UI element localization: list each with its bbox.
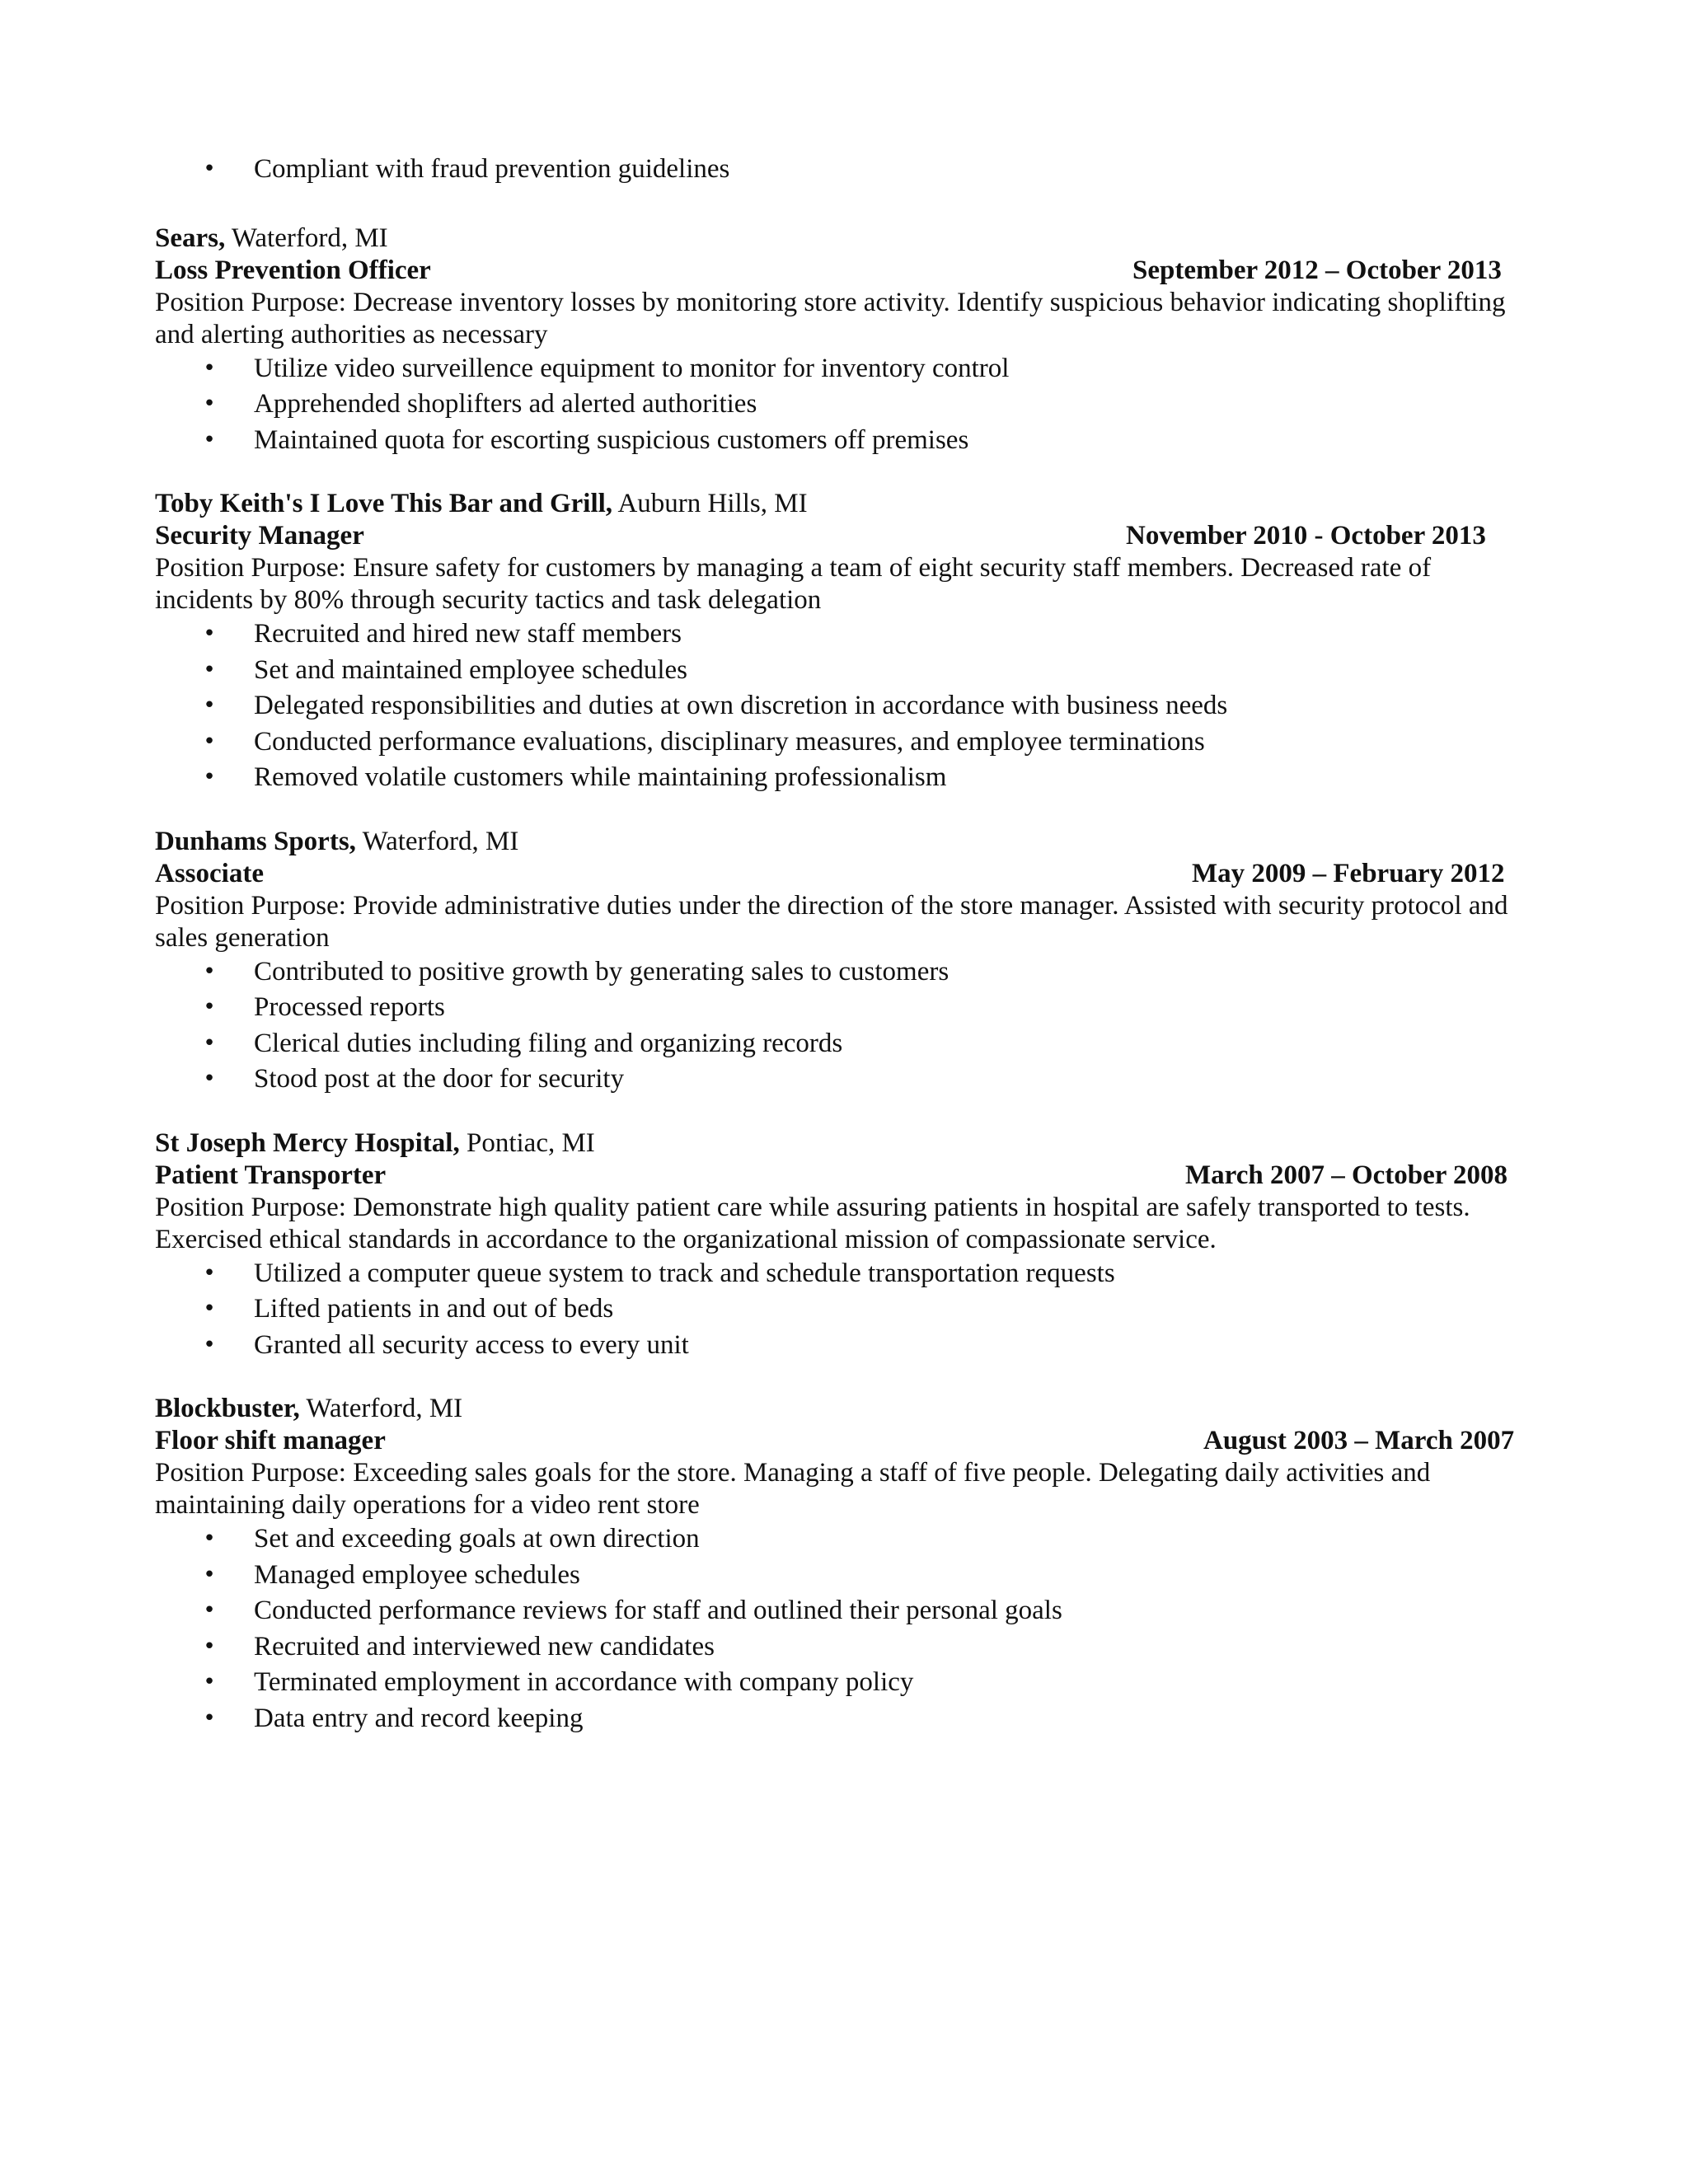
bullet-list	[155, 351, 1523, 459]
bullet-text: Data entry and record keeping	[254, 1703, 584, 1733]
list-item	[155, 990, 1523, 1026]
carryover-bullet-list	[155, 152, 1523, 188]
job-entry-toby-keiths	[155, 488, 1523, 796]
job-entry-dunhams	[155, 826, 1523, 1098]
bullet-icon: •	[203, 1526, 216, 1551]
company-name: Blockbuster,	[155, 1394, 300, 1423]
list-item	[155, 1593, 1523, 1629]
bullet-list	[155, 616, 1523, 796]
position-purpose: Position Purpose: Ensure safety for customers by managing a team of eight security staff members. Decreased rate of incidents by 80% through security tactics and task delegation	[155, 553, 1432, 615]
bullet-text: Recruited and interviewed new candidates	[254, 1631, 715, 1661]
bullet-text: Utilized a computer queue system to track and schedule transportation requests	[254, 1258, 1115, 1288]
bullet-text: Maintained quota for escorting suspicious customers off premises	[254, 424, 969, 455]
bullet-icon: •	[203, 621, 216, 646]
bullet-icon: •	[203, 1633, 216, 1659]
company-line	[155, 488, 1523, 520]
job-title: Patient Transporter	[155, 1160, 387, 1190]
job-entry-blockbuster	[155, 1393, 1523, 1736]
bullet-icon: •	[203, 1332, 216, 1357]
list-item	[155, 1026, 1523, 1062]
bullet-icon: •	[203, 1066, 216, 1091]
bullet-text: Clerical duties including filing and organizing records	[254, 1028, 843, 1058]
list-item	[155, 1328, 1523, 1364]
bullet-icon: •	[203, 995, 216, 1019]
bullet-icon: •	[203, 1296, 216, 1321]
company-location: Waterford, MI	[299, 1394, 463, 1423]
job-title: Associate	[155, 858, 264, 888]
list-item	[155, 152, 1523, 188]
position-purpose: Position Purpose: Provide administrative duties under the direction of the store manager. Assisted with security protocol and sales generation	[155, 890, 1508, 953]
bullet-list	[155, 1256, 1523, 1364]
bullet-list	[155, 1521, 1523, 1736]
bullet-text: Contributed to positive growth by generating sales to customers	[254, 956, 950, 987]
bullet-icon: •	[203, 1598, 216, 1623]
list-item	[155, 1665, 1523, 1701]
bullet-text: Set and maintained employee schedules	[254, 654, 688, 685]
bullet-icon: •	[203, 657, 216, 682]
list-item	[155, 954, 1523, 991]
bullet-text: Set and exceeding goals at own direction	[254, 1524, 700, 1554]
list-item	[155, 1629, 1523, 1666]
company-line	[155, 1127, 1523, 1160]
bullet-text: Delegated responsibilities and duties at own discretion in accordance with business needs	[254, 691, 1228, 720]
bullet-icon: •	[203, 1562, 216, 1587]
bullet-icon: •	[203, 157, 216, 181]
list-item	[155, 760, 1523, 796]
bullet-text: Stood post at the door for security	[254, 1064, 625, 1094]
resume-page	[155, 152, 1523, 1736]
bullet-text: Managed employee schedules	[254, 1559, 580, 1590]
job-title: Floor shift manager	[155, 1426, 386, 1455]
list-item	[155, 351, 1523, 387]
job-dates: November 2010 - October 2013	[1126, 521, 1486, 551]
list-item	[155, 1256, 1523, 1292]
job-dates: August 2003 – March 2007	[1203, 1426, 1515, 1455]
company-line	[155, 223, 1523, 255]
position-purpose: Position Purpose: Exceeding sales goals for the store. Managing a staff of five people. Delegating daily activities and maintaining daily operations for a video rent store	[155, 1458, 1431, 1520]
job-dates: March 2007 – October 2008	[1185, 1160, 1508, 1190]
bullet-text: Lifted patients in and out of beds	[254, 1294, 614, 1324]
job-entry-st-joseph-mercy	[155, 1127, 1523, 1364]
bullet-text: Recruited and hired new staff members	[254, 619, 682, 649]
list-item	[155, 387, 1523, 423]
company-location: Waterford, MI	[355, 826, 519, 856]
bullet-list	[155, 954, 1523, 1098]
list-item	[155, 688, 1523, 724]
bullet-icon: •	[203, 1030, 216, 1056]
bullet-text: Conducted performance reviews for staff and outlined their personal goals	[254, 1596, 1062, 1625]
company-location: Waterford, MI	[225, 223, 388, 253]
bullet-icon: •	[203, 765, 216, 790]
list-item	[155, 653, 1523, 689]
bullet-icon: •	[203, 693, 216, 718]
list-item	[155, 616, 1523, 653]
list-item	[155, 1291, 1523, 1328]
bullet-text: Terminated employment in accordance with company policy	[254, 1667, 914, 1697]
bullet-text: Compliant with fraud prevention guidelines	[254, 154, 730, 184]
list-item	[155, 1701, 1523, 1737]
title-line	[155, 858, 1523, 890]
position-purpose: Position Purpose: Decrease inventory losses by monitoring store activity. Identify suspicious behavior indicating shoplifting and alerting authorities as necessary	[155, 287, 1506, 349]
bullet-text: Utilize video surveillence equipment to monitor for inventory control	[254, 353, 1010, 383]
list-item	[155, 1558, 1523, 1594]
position-purpose: Position Purpose: Demonstrate high quality patient care while assuring patients in hospital are safely transported to tests. Exercised ethical standards in accordance to the organizational mission of compassionate service.	[155, 1192, 1470, 1254]
list-item	[155, 1521, 1523, 1558]
bullet-icon: •	[203, 355, 216, 381]
title-line	[155, 520, 1523, 552]
title-line	[155, 1160, 1523, 1192]
company-line	[155, 826, 1523, 858]
title-line	[155, 1425, 1523, 1457]
company-line	[155, 1393, 1523, 1425]
list-item	[155, 423, 1523, 459]
list-item	[155, 1062, 1523, 1098]
bullet-text: Processed reports	[254, 992, 445, 1022]
bullet-icon: •	[203, 729, 216, 754]
company-name: Toby Keith's I Love This Bar and Grill,	[155, 489, 613, 518]
job-title: Loss Prevention Officer	[155, 255, 431, 285]
bullet-text: Apprehended shoplifters ad alerted authorities	[254, 389, 757, 419]
title-line	[155, 255, 1523, 287]
bullet-icon: •	[203, 1670, 216, 1694]
job-dates: May 2009 – February 2012	[1192, 858, 1505, 888]
bullet-icon: •	[203, 1705, 216, 1731]
company-location: Pontiac, MI	[459, 1127, 595, 1158]
list-item	[155, 724, 1523, 761]
job-dates: September 2012 – October 2013	[1132, 255, 1502, 285]
bullet-icon: •	[203, 958, 216, 984]
bullet-text: Conducted performance evaluations, disciplinary measures, and employee terminations	[254, 726, 1205, 757]
company-name: Dunhams Sports,	[155, 826, 356, 856]
company-name: St Joseph Mercy Hospital,	[155, 1127, 460, 1158]
bullet-icon: •	[203, 427, 216, 452]
bullet-text: Granted all security access to every unit	[254, 1329, 689, 1360]
bullet-text: Removed volatile customers while maintaining professionalism	[254, 762, 947, 792]
company-location: Auburn Hills, MI	[612, 489, 808, 518]
job-entry-sears	[155, 223, 1523, 459]
bullet-icon: •	[203, 1260, 216, 1286]
job-title: Security Manager	[155, 521, 364, 551]
company-name: Sears,	[155, 223, 226, 253]
bullet-icon: •	[203, 391, 216, 416]
